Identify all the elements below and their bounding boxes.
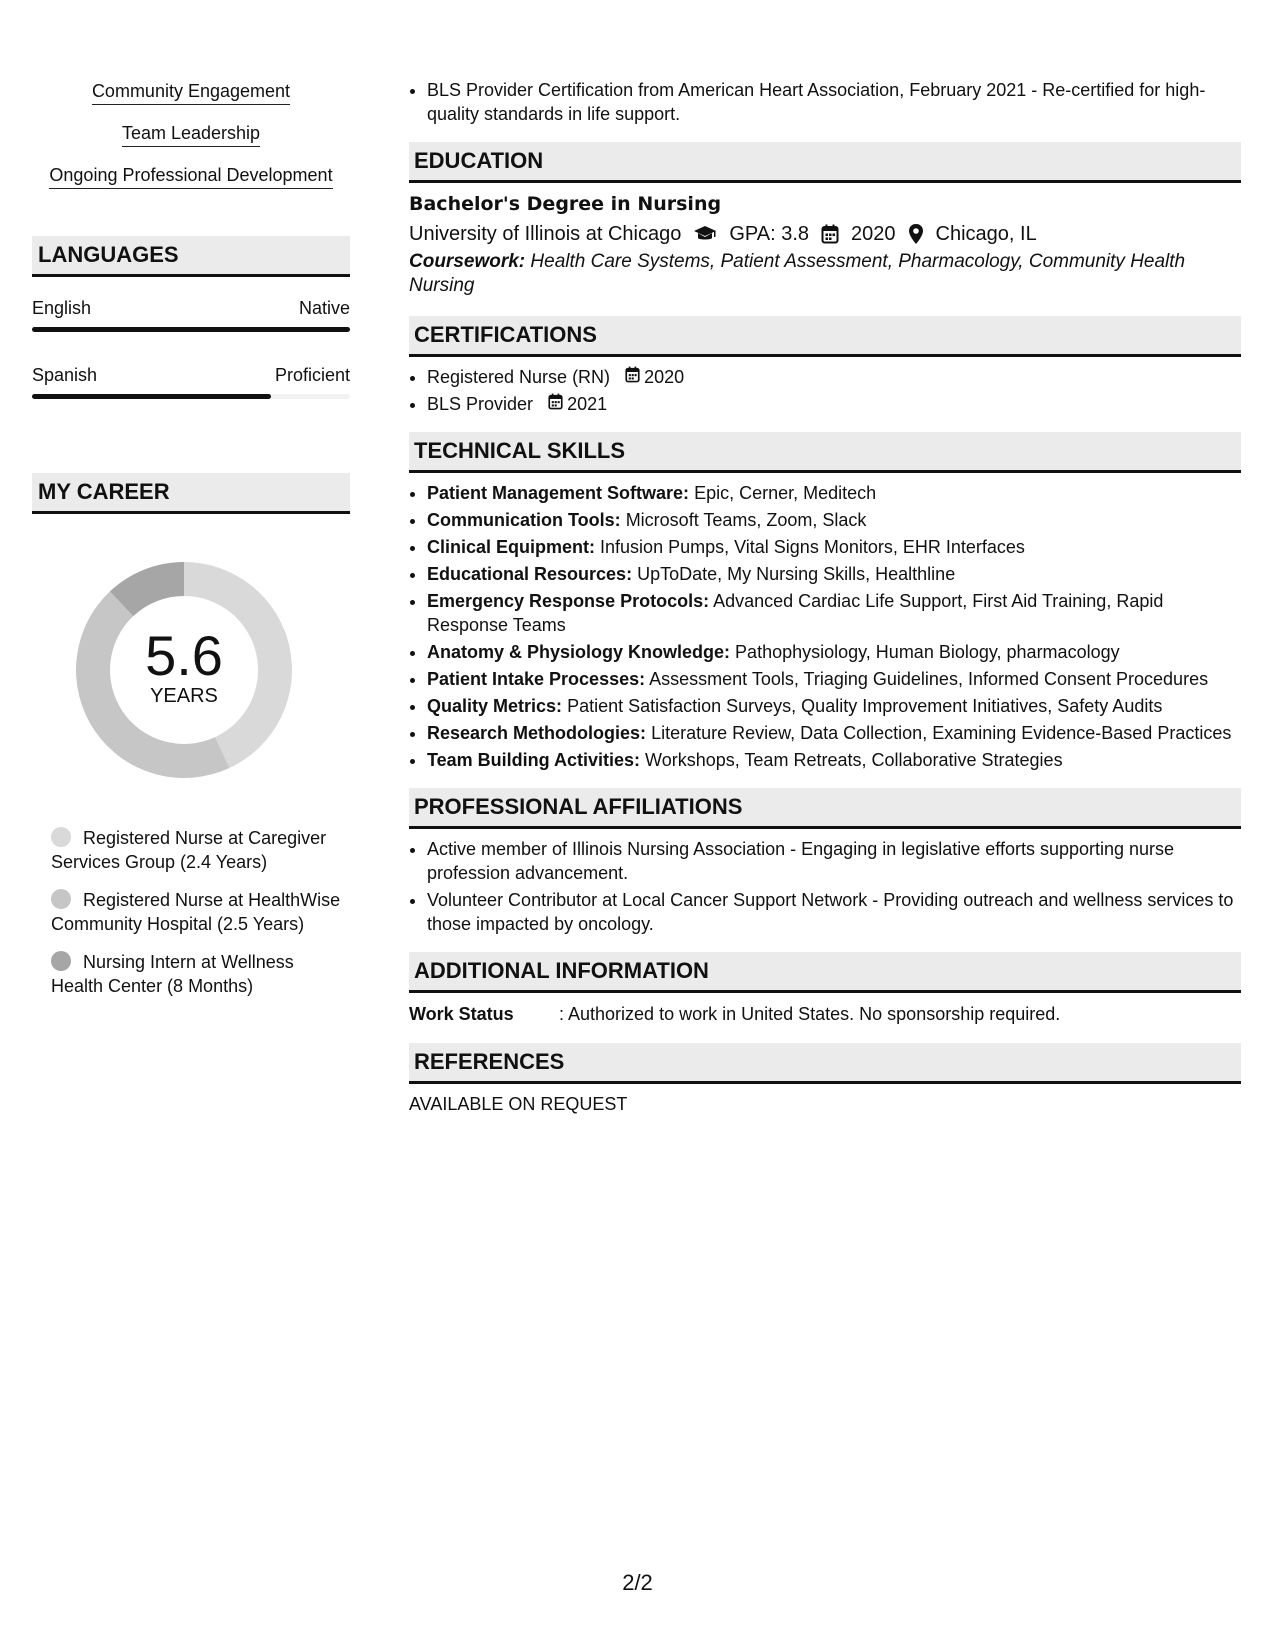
certification-year: 2020 [644,367,685,387]
skill-values: Pathophysiology, Human Biology, pharmacology [735,642,1120,662]
career-total-years: 5.6 [145,624,223,687]
map-pin-icon [908,223,924,245]
education-school: University of Illinois at Chicago [409,223,682,245]
certification-item [427,365,1241,389]
skill-values: Literature Review, Data Collection, Examining Evidence-Based Practices [651,723,1232,743]
education-location: Chicago, IL [935,223,1037,245]
technical-skill-item [427,562,1241,586]
technical-skill-item [427,748,1241,772]
languages-heading: LANGUAGES [32,236,350,277]
language-proficiency-bar [32,394,350,399]
skill-values: Epic, Cerner, Meditech [694,483,877,503]
education-details [409,220,1241,248]
career-role-label: Registered Nurse at HealthWise Community Hospital (2.5 Years) [51,890,341,934]
skill-values: Advanced Cardiac Life Support, First Aid Training, Rapid Response Teams [427,591,1164,635]
soft-skill: Ongoing Professional Development [49,164,332,189]
skill-values: Workshops, Team Retreats, Collaborative Strategies [645,750,1063,770]
language-item [32,297,350,332]
right-column [409,78,1241,1116]
additional-info-heading: ADDITIONAL INFORMATION [409,952,1241,993]
references-heading: REFERENCES [409,1043,1241,1084]
references-text: AVAILABLE ON REQUEST [409,1094,628,1114]
skill-values: Microsoft Teams, Zoom, Slack [625,510,867,530]
affiliations-list [409,837,1241,936]
calendar-icon [548,392,563,416]
career-legend-item [51,950,350,998]
language-proficiency-fill [32,394,271,399]
left-column [32,80,350,1012]
certifications-list [409,365,1241,416]
affiliation-item: • Volunteer Contributor at Local Cancer Support Network - Providing outreach and wellness services to those impacted by oncology. [427,888,1241,936]
career-legend-item [51,826,350,874]
work-status-key: Work Status [409,1004,514,1024]
technical-skills-heading: TECHNICAL SKILLS [409,432,1241,473]
career-heading: MY CAREER [32,473,350,514]
work-status-value: : Authorized to work in United States. No sponsorship required. [559,1004,1061,1024]
language-item [32,364,350,399]
page-number: 2/2 [622,1570,653,1595]
career-donut-center [64,550,304,790]
certification-name: Registered Nurse (RN) [427,367,611,387]
calendar-icon [821,224,839,244]
skill-category: Emergency Response Protocols: [427,591,710,611]
technical-skill-item [427,640,1241,664]
legend-swatch [51,889,71,909]
education-coursework [409,250,1241,298]
technical-skill-item [427,667,1241,691]
soft-skill: Community Engagement [92,80,290,105]
certification-item [427,392,1241,416]
skill-category: Patient Intake Processes: [427,669,646,689]
affiliation-item: • Active member of Illinois Nursing Association - Engaging in legislative efforts supporting nurse profession advancement. [427,837,1241,885]
certification-detail-list [409,78,1241,126]
skill-values: UpToDate, My Nursing Skills, Healthline [637,564,956,584]
skill-category: Clinical Equipment: [427,537,596,557]
education-degree: Bachelor's Degree in Nursing [409,193,722,215]
language-proficiency-fill [32,327,350,332]
calendar-icon [625,365,640,389]
technical-skill-item [427,508,1241,532]
skill-category: Patient Management Software: [427,483,690,503]
technical-skill-item [427,535,1241,559]
certification-name: BLS Provider [427,394,534,414]
career-total-unit: YEARS [150,685,218,707]
soft-skill: Team Leadership [122,122,260,147]
technical-skill-item [427,481,1241,505]
career-role-label: Nursing Intern at Wellness Health Center (8 Months) [51,952,294,996]
skill-values: Patient Satisfaction Surveys, Quality Improvement Initiatives, Safety Audits [567,696,1163,716]
technical-skill-item [427,589,1241,637]
education-gpa: GPA: 3.8 [729,223,810,245]
education-year: 2020 [851,223,896,245]
skill-category: Research Methodologies: [427,723,647,743]
affiliations-heading: PROFESSIONAL AFFILIATIONS [409,788,1241,829]
coursework-text: Health Care Systems, Patient Assessment, Pharmacology, Community Health Nursing [409,251,1186,296]
career-legend-item [51,888,350,936]
career-donut-chart [64,550,304,790]
career-legend [32,826,350,998]
skill-values: Infusion Pumps, Vital Signs Monitors, EHR Interfaces [600,537,1025,557]
career-role-label: Registered Nurse at Caregiver Services Group (2.4 Years) [51,828,327,872]
skill-category: Anatomy & Physiology Knowledge: [427,642,731,662]
certification-year: 2021 [567,394,608,414]
skill-category: Team Building Activities: [427,750,641,770]
language-name: Spanish [32,365,98,385]
skill-category: Educational Resources: [427,564,633,584]
skill-values: Assessment Tools, Triaging Guidelines, Informed Consent Procedures [649,669,1209,689]
technical-skill-item [427,721,1241,745]
certifications-heading: CERTIFICATIONS [409,316,1241,357]
coursework-label: Coursework: [409,251,526,272]
language-level: Native [298,298,350,318]
language-level: Proficient [274,365,350,385]
skill-category: Quality Metrics: [427,696,563,716]
graduation-cap-icon [693,225,717,243]
education-heading: EDUCATION [409,142,1241,183]
work-status-row [409,1001,1241,1027]
legend-swatch [51,951,71,971]
certification-detail: • BLS Provider Certification from American Heart Association, February 2021 - Re-certified for high-quality standards in life support. [427,78,1241,126]
skill-category: Communication Tools: [427,510,621,530]
soft-skills-list [32,80,350,206]
technical-skill-item [427,694,1241,718]
technical-skills-list [409,481,1241,772]
legend-swatch [51,827,71,847]
language-proficiency-bar [32,327,350,332]
language-name: English [32,298,92,318]
